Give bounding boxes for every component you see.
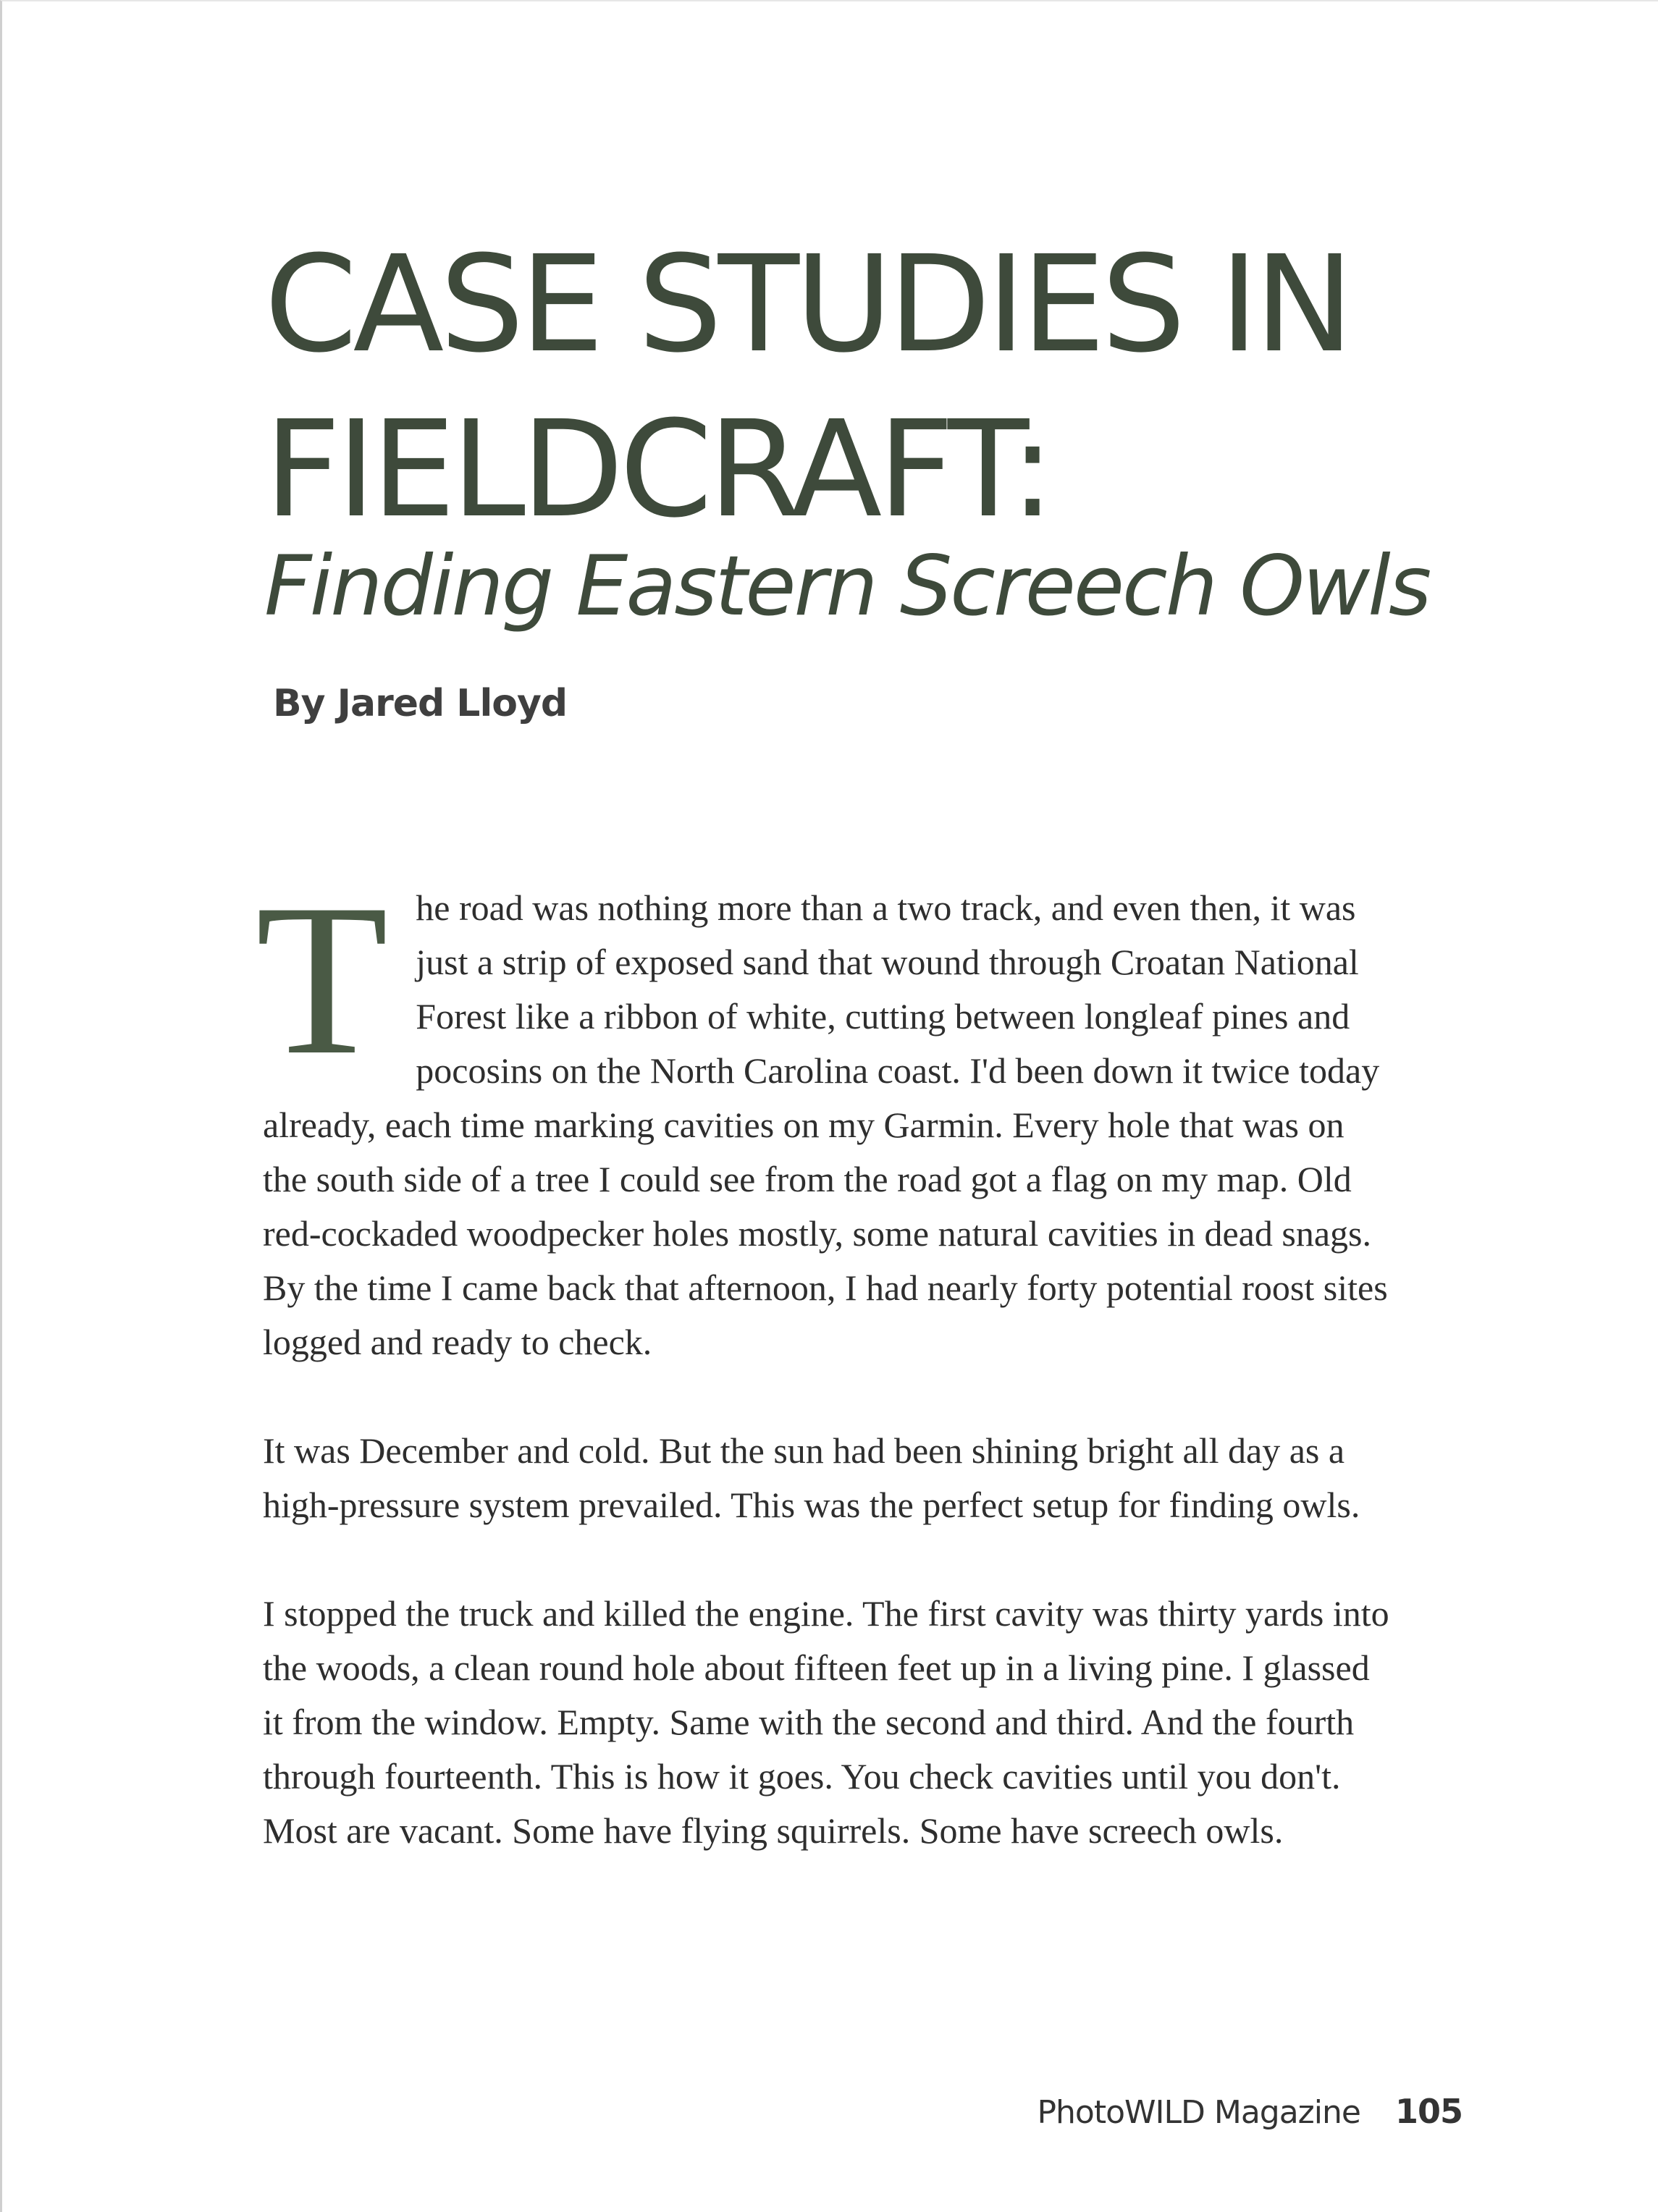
- article-byline: By Jared Lloyd: [273, 682, 568, 725]
- page-number: 105: [1394, 2092, 1463, 2131]
- article-body: [256, 859, 1392, 1858]
- body-paragraph-2: It was December and cold. But the sun had been shining bright all day as a high-pressure system prevailed. This was the perfect setup for finding owls.: [263, 1430, 1360, 1525]
- article-title: [264, 222, 1350, 552]
- paragraph-1-text: he road was nothing more than a two track, and even then, it was just a strip of exposed sand that wound through Croatan National Forest like a ribbon of white, cutting between longleaf pines and pocosins on the North Carolina coast. I'd been down it twice today already, each time marking cavities on my Garmin. Every hole that was on the south side of a tree I could see from the road got a flag on my map. Old red-cockaded woodpecker holes mostly, some natural cavities in dead snags. By the time I came back that afternoon, I had nearly forty potential roost sites logged and ready to check.: [263, 887, 1388, 1362]
- body-paragraph-3: I stopped the truck and killed the engine. The first cavity was thirty yards into the woods, a clean round hole about fifteen feet up in a living pine. I glassed it from the window. Empty. Same with the second and third. And the fourth through fourteenth. This is how it goes. You check cavities until you don't. Most are vacant. Some have flying squirrels. Some have screech owls.: [263, 1593, 1389, 1851]
- article-subtitle: Finding Eastern Screech Owls: [264, 538, 1430, 634]
- article-title-line-1: CASE STUDIES IN: [264, 227, 1350, 382]
- body-paragraph-1: [256, 859, 1392, 1369]
- drop-cap: T: [256, 859, 389, 1099]
- magazine-name: PhotoWILD Magazine: [1037, 2094, 1360, 2131]
- article-title-line-2: FIELDCRAFT:: [264, 392, 1051, 547]
- page-footer: [1037, 2090, 1463, 2135]
